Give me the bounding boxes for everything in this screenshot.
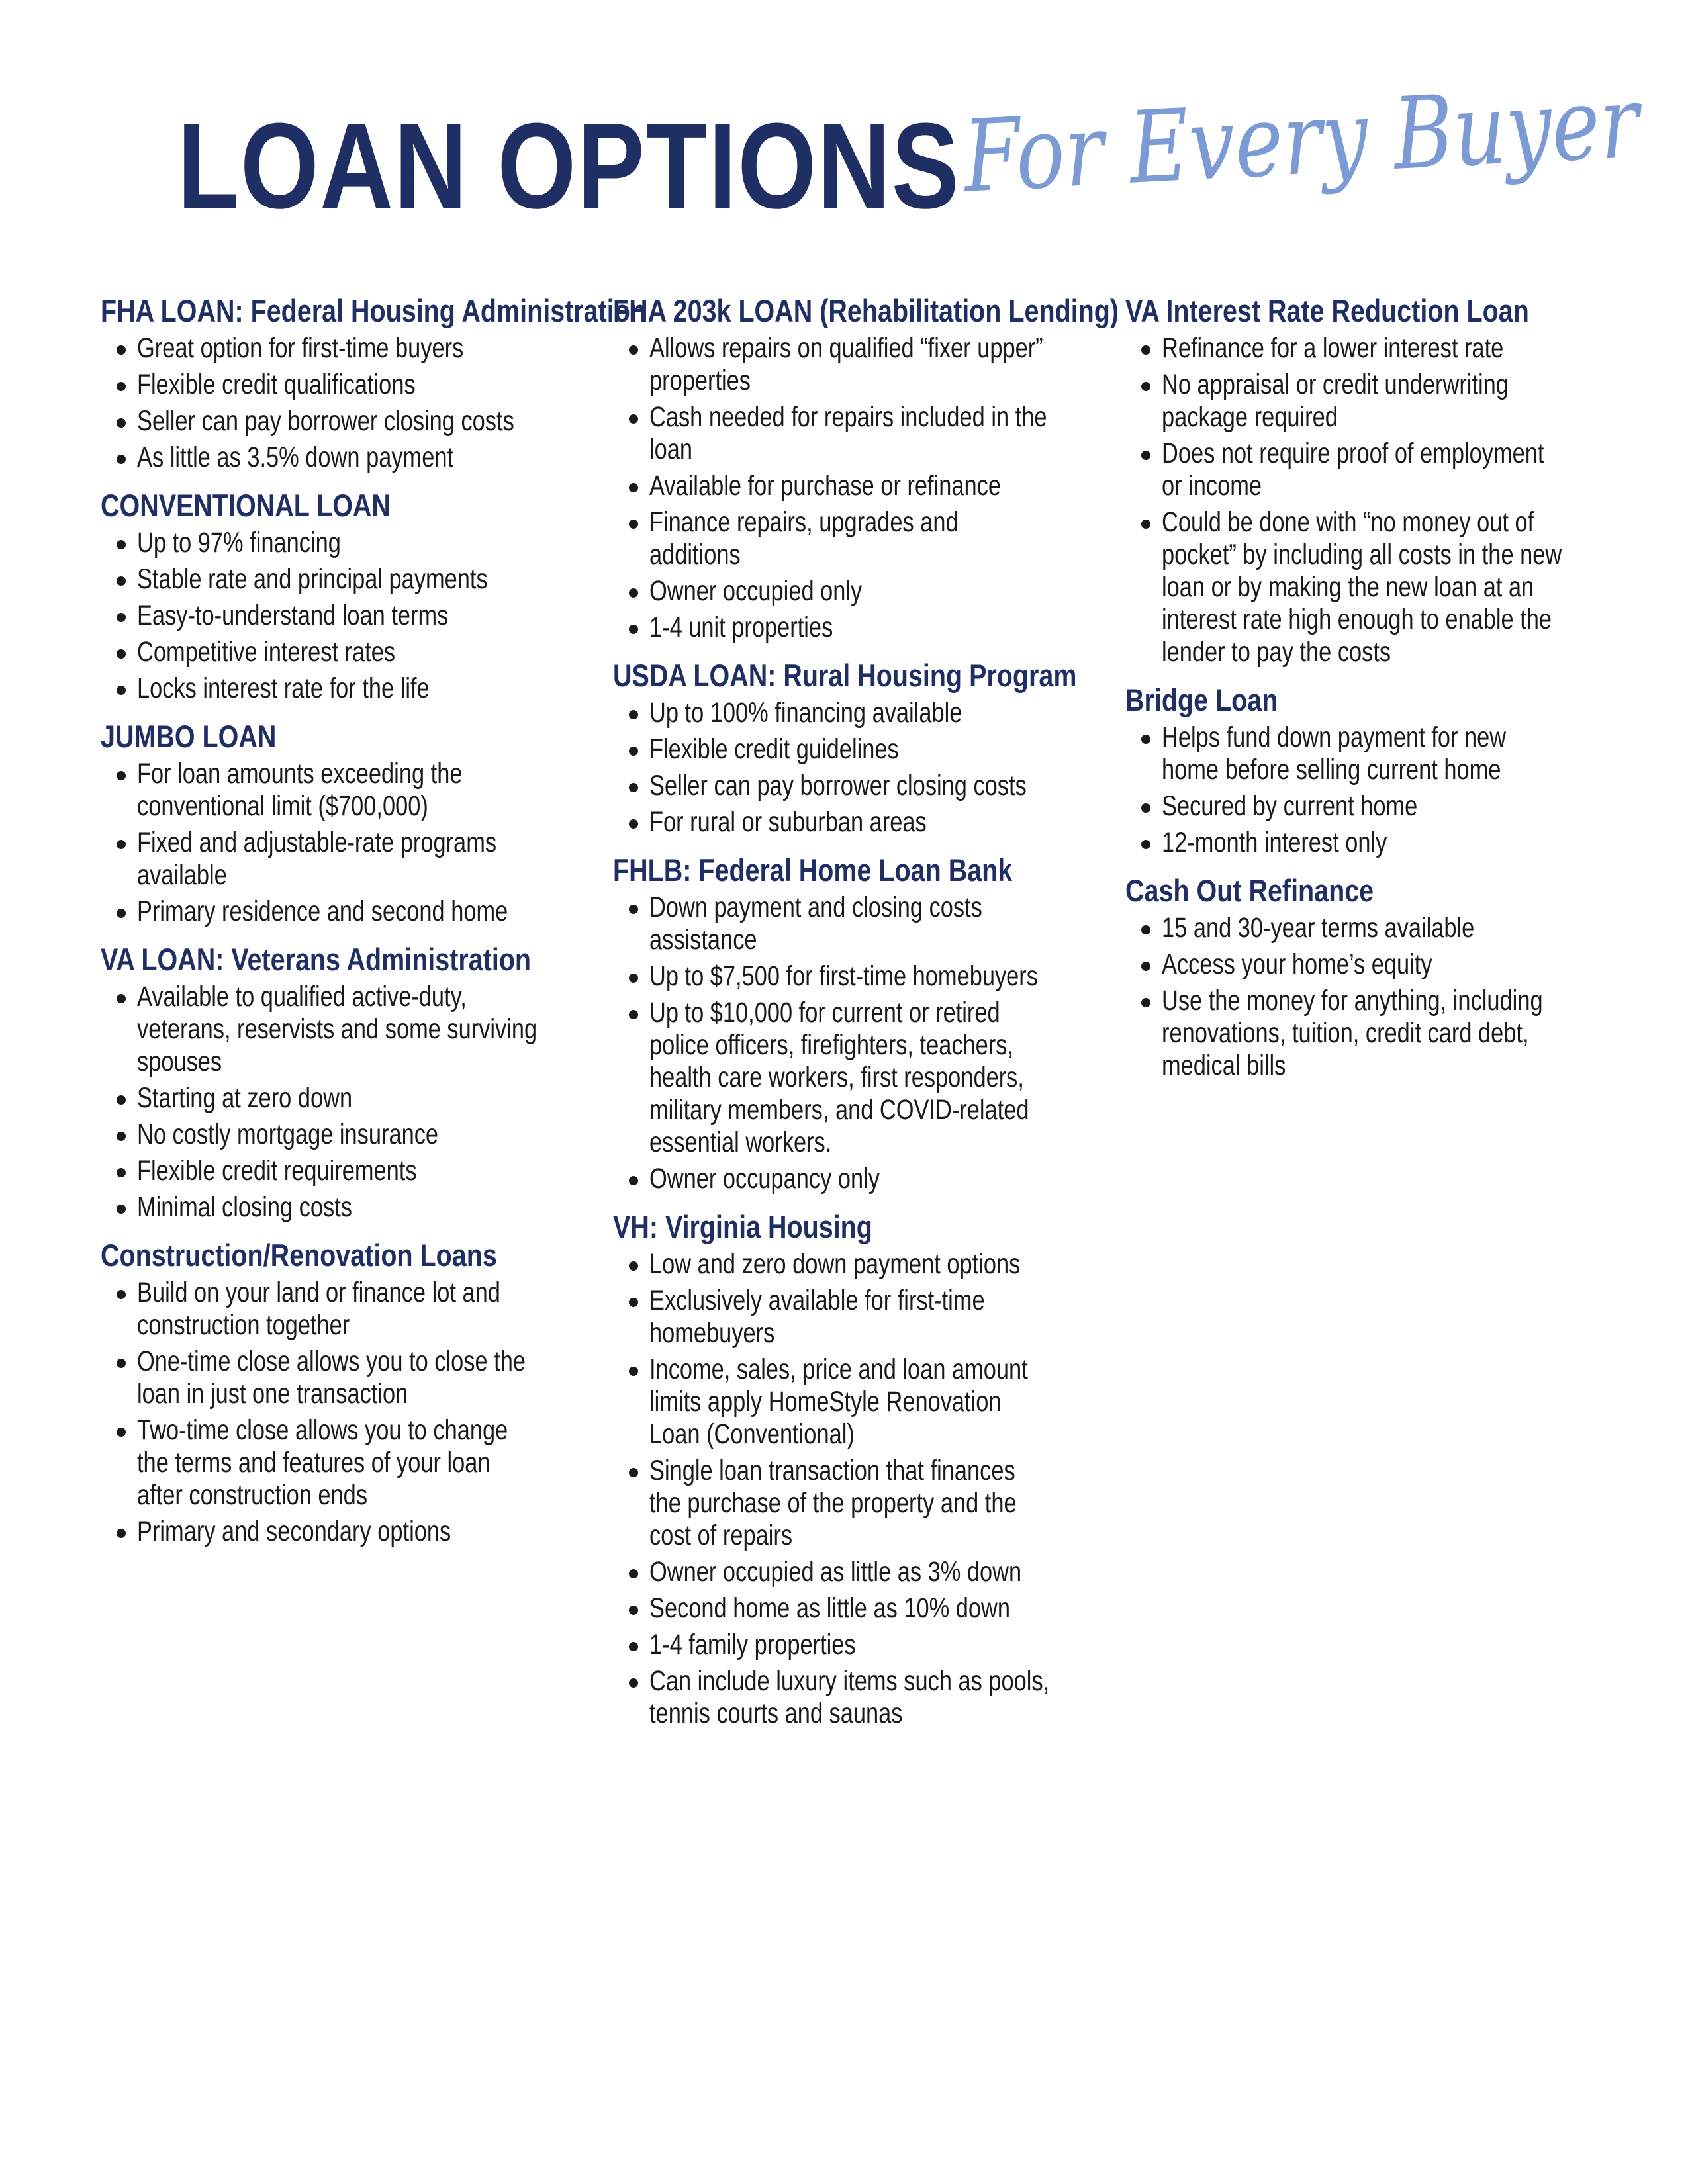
section-virginia-housing <box>613 1206 1116 1730</box>
list-item-text: Build on your land or finance lot and construction together <box>137 1277 500 1341</box>
bullet-icon <box>117 1359 126 1368</box>
bullet-icon <box>117 382 126 391</box>
section-heading: FHA 203k LOAN (Rehabilitation Lending) <box>613 293 1119 328</box>
bullet-icon <box>629 625 638 634</box>
bullet-list <box>613 332 1116 644</box>
list-item-text: Low and zero down payment options <box>649 1248 1021 1280</box>
list-item <box>101 672 604 705</box>
bullet-icon <box>117 1205 126 1214</box>
bullet-icon <box>1141 520 1150 529</box>
bullet-list <box>101 981 604 1224</box>
bullet-icon <box>629 905 638 914</box>
bullet-icon <box>629 747 638 756</box>
list-item <box>1125 437 1628 502</box>
list-item <box>613 1455 1116 1552</box>
section-heading: FHLB: Federal Home Loan Bank <box>613 852 1013 887</box>
list-item-text: 1-4 unit properties <box>649 612 833 643</box>
bullet-icon <box>117 686 126 695</box>
list-item-text: 1-4 family properties <box>649 1629 856 1661</box>
bullet-icon <box>117 649 126 659</box>
list-item-text: Easy-to-understand loan terms <box>137 600 449 631</box>
list-item-text: Does not require proof of employment or income <box>1162 437 1544 502</box>
list-item <box>101 332 604 365</box>
bullet-icon <box>629 783 638 792</box>
list-item <box>613 770 1116 802</box>
bullet-icon <box>117 345 126 355</box>
list-item <box>1125 912 1628 944</box>
list-item-text: Income, sales, price and loan amount limits apply HomeStyle Renovation Loan (Conventional) <box>649 1353 1028 1450</box>
list-item <box>613 1353 1116 1451</box>
bullet-icon <box>629 1642 638 1651</box>
list-item <box>1125 721 1628 786</box>
bullet-icon <box>1141 803 1150 813</box>
section-usda-loan <box>613 655 1116 839</box>
list-item-text: Allows repairs on qualified “fixer upper” properties <box>649 332 1043 396</box>
list-item <box>101 527 604 559</box>
list-item-text: Flexible credit qualifications <box>137 369 416 400</box>
bullet-icon <box>1141 345 1150 355</box>
bullet-icon <box>629 1010 638 1019</box>
bullet-icon <box>1141 382 1150 391</box>
list-item-text: Single loan transaction that finances the purchase of the property and the cost of repairs <box>649 1455 1017 1551</box>
bullet-icon <box>629 974 638 983</box>
bullet-icon <box>629 710 638 719</box>
list-item <box>613 332 1116 397</box>
list-item-text: Exclusively available for first-time homebuyers <box>649 1285 985 1349</box>
section-jumbo-loan <box>101 715 604 928</box>
section-heading: VH: Virginia Housing <box>613 1209 872 1244</box>
list-item-text: Stable rate and principal payments <box>137 563 488 595</box>
bullet-list <box>101 527 604 705</box>
bullet-icon <box>117 771 126 780</box>
section-va-loan <box>101 938 604 1224</box>
page-title: LOAN OPTIONS <box>177 97 961 234</box>
list-item-text: Competitive interest rates <box>137 636 396 668</box>
section-conventional-loan <box>101 484 604 705</box>
list-item-text: Secured by current home <box>1162 790 1418 822</box>
bullet-icon <box>629 588 638 598</box>
bullet-icon <box>117 1095 126 1105</box>
list-item-text: 12-month interest only <box>1162 827 1387 858</box>
list-item-text: One-time close allows you to close the loan in just one transaction <box>137 1345 526 1410</box>
column-right <box>1125 290 1628 1082</box>
list-item-text: Cash needed for repairs included in the loan <box>649 401 1047 465</box>
list-item <box>101 563 604 596</box>
bullet-icon <box>117 994 126 1003</box>
list-item-text: Access your home’s equity <box>1162 948 1432 980</box>
list-item <box>613 806 1116 839</box>
bullet-icon <box>1141 925 1150 934</box>
list-item-text: Great option for first-time buyers <box>137 332 464 364</box>
bullet-list <box>613 697 1116 839</box>
bullet-icon <box>629 1176 638 1185</box>
section-bridge-loan <box>1125 679 1628 859</box>
list-item <box>613 697 1116 729</box>
list-item <box>1125 948 1628 981</box>
list-item-text: Could be done with “no money out of pocket” by including all costs in the new loan or by making the new loan at an interest rate high enough to enable the lender to pay the costs <box>1162 506 1562 668</box>
list-item-text: Helps fund down payment for new home before selling current home <box>1162 721 1507 786</box>
bullet-list <box>1125 912 1628 1082</box>
bullet-icon <box>117 909 126 918</box>
list-item <box>613 960 1116 993</box>
bullet-icon <box>1141 735 1150 744</box>
list-item-text: Starting at zero down <box>137 1082 353 1114</box>
bullet-list <box>101 1277 604 1548</box>
list-item-text: Refinance for a lower interest rate <box>1162 332 1504 364</box>
section-fha-203k-loan <box>613 290 1119 644</box>
list-item <box>1125 790 1628 823</box>
list-item <box>101 636 604 668</box>
bullet-list <box>613 891 1116 1195</box>
section-fha-loan <box>101 290 646 474</box>
bullet-icon <box>629 1606 638 1615</box>
bullet-icon <box>629 819 638 829</box>
list-item <box>613 733 1116 766</box>
list-item <box>1125 985 1628 1082</box>
bullet-icon <box>629 414 638 424</box>
list-item <box>101 441 604 474</box>
list-item <box>613 1556 1116 1588</box>
bullet-icon <box>629 1678 638 1688</box>
section-heading: FHA LOAN: Federal Housing Administration <box>101 293 646 328</box>
list-item-text: Owner occupied as little as 3% down <box>649 1556 1022 1588</box>
list-item <box>613 575 1116 608</box>
list-item-text: Locks interest rate for the life <box>137 672 430 704</box>
list-item <box>1125 332 1628 365</box>
list-item-text: Owner occupancy only <box>649 1163 880 1195</box>
list-item <box>1125 827 1628 859</box>
column-left <box>101 290 646 1548</box>
section-heading: Bridge Loan <box>1125 682 1278 717</box>
list-item <box>613 1285 1116 1349</box>
section-heading: USDA LOAN: Rural Housing Program <box>613 658 1077 693</box>
list-item <box>1125 369 1628 433</box>
page-subtitle-script: For Every Buyer <box>961 64 1642 215</box>
list-item-text: Flexible credit guidelines <box>649 733 899 765</box>
bullet-icon <box>117 840 126 849</box>
list-item <box>613 997 1116 1159</box>
bullet-icon <box>117 1132 126 1141</box>
bullet-icon <box>629 1569 638 1578</box>
bullet-icon <box>117 418 126 428</box>
list-item <box>101 895 604 928</box>
bullet-icon <box>629 1261 638 1271</box>
list-item <box>101 1277 604 1342</box>
list-item-text: For loan amounts exceeding the conventional limit ($700,000) <box>137 758 463 822</box>
list-item-text: Use the money for anything, including renovations, tuition, credit card debt, medical bills <box>1162 985 1543 1081</box>
bullet-icon <box>117 576 126 586</box>
bullet-icon <box>117 1529 126 1538</box>
section-heading: VA Interest Rate Reduction Loan <box>1125 293 1529 328</box>
list-item <box>101 827 604 891</box>
list-item <box>613 1629 1116 1661</box>
bullet-icon <box>629 1468 638 1477</box>
bullet-list <box>1125 721 1628 859</box>
list-item-text: Finance repairs, upgrades and additions <box>649 506 959 570</box>
list-item <box>613 1665 1116 1730</box>
list-item-text: Available to qualified active-duty, veterans, reservists and some surviving spouses <box>137 981 538 1077</box>
bullet-icon <box>117 455 126 464</box>
list-item <box>101 600 604 632</box>
list-item <box>101 1118 604 1151</box>
bullet-icon <box>117 540 126 549</box>
bullet-list <box>1125 332 1628 668</box>
bullet-icon <box>629 1367 638 1376</box>
list-item <box>613 506 1116 571</box>
section-heading: Cash Out Refinance <box>1125 873 1374 908</box>
list-item-text: 15 and 30-year terms available <box>1162 912 1475 944</box>
bullet-icon <box>1141 998 1150 1007</box>
list-item-text: Up to 100% financing available <box>649 697 962 729</box>
bullet-icon <box>1141 840 1150 849</box>
list-item <box>613 612 1116 644</box>
list-item-text: No appraisal or credit underwriting package required <box>1162 369 1509 433</box>
list-item-text: Second home as little as 10% down <box>649 1592 1010 1624</box>
section-heading: VA LOAN: Veterans Administration <box>101 942 532 977</box>
list-item-text: Seller can pay borrower closing costs <box>649 770 1027 801</box>
list-item <box>101 1191 604 1224</box>
section-construction-renovation-loans <box>101 1234 604 1548</box>
bullet-icon <box>629 520 638 529</box>
list-item <box>613 1163 1116 1195</box>
section-cash-out-refinance <box>1125 870 1628 1082</box>
list-item <box>613 891 1116 956</box>
list-item-text: No costly mortgage insurance <box>137 1118 439 1150</box>
list-item-text: Minimal closing costs <box>137 1191 352 1223</box>
list-item-text: Primary and secondary options <box>137 1516 451 1547</box>
list-item-text: Seller can pay borrower closing costs <box>137 405 514 437</box>
bullet-icon <box>629 1298 638 1307</box>
list-item <box>101 1345 604 1410</box>
list-item-text: Up to $10,000 for current or retired police officers, firefighters, teachers, health care workers, first responders, military members, and COVID-related essential workers. <box>649 997 1029 1158</box>
list-item <box>613 1592 1116 1625</box>
section-va-irrrl <box>1125 290 1628 668</box>
list-item <box>613 401 1116 466</box>
list-item <box>101 1414 604 1512</box>
bullet-icon <box>629 345 638 355</box>
bullet-icon <box>117 613 126 622</box>
section-heading: Construction/Renovation Loans <box>101 1238 497 1273</box>
list-item <box>101 1516 604 1548</box>
bullet-icon <box>1141 962 1150 971</box>
list-item <box>101 1082 604 1115</box>
bullet-icon <box>117 1290 126 1299</box>
list-item-text: Available for purchase or refinance <box>649 470 1001 502</box>
list-item-text: Primary residence and second home <box>137 895 508 927</box>
list-item-text: Owner occupied only <box>649 575 863 607</box>
section-heading: JUMBO LOAN <box>101 719 277 754</box>
list-item <box>613 470 1116 502</box>
list-item <box>101 1155 604 1187</box>
list-item-text: Can include luxury items such as pools, tennis courts and saunas <box>649 1665 1050 1729</box>
list-item-text: As little as 3.5% down payment <box>137 441 454 473</box>
bullet-list <box>101 332 604 474</box>
list-item-text: Two-time close allows you to change the terms and features of your loan after construction ends <box>137 1414 508 1511</box>
bullet-icon <box>629 483 638 492</box>
list-item <box>101 405 604 437</box>
list-item <box>101 758 604 823</box>
list-item-text: Fixed and adjustable-rate programs available <box>137 827 497 891</box>
list-item-text: For rural or suburban areas <box>649 806 927 838</box>
list-item <box>101 981 604 1078</box>
list-item-text: Down payment and closing costs assistance <box>649 891 982 956</box>
bullet-list <box>101 758 604 928</box>
column-middle <box>613 290 1119 1730</box>
bullet-icon <box>117 1168 126 1177</box>
list-item-text: Up to 97% financing <box>137 527 341 559</box>
list-item <box>1125 506 1628 668</box>
bullet-icon <box>117 1428 126 1437</box>
section-heading: CONVENTIONAL LOAN <box>101 488 391 523</box>
list-item-text: Flexible credit requirements <box>137 1155 417 1187</box>
list-item-text: Up to $7,500 for first-time homebuyers <box>649 960 1038 992</box>
list-item <box>613 1248 1116 1281</box>
bullet-list <box>613 1248 1116 1730</box>
section-fhlb <box>613 849 1116 1195</box>
list-item <box>101 369 604 401</box>
bullet-icon <box>1141 451 1150 460</box>
